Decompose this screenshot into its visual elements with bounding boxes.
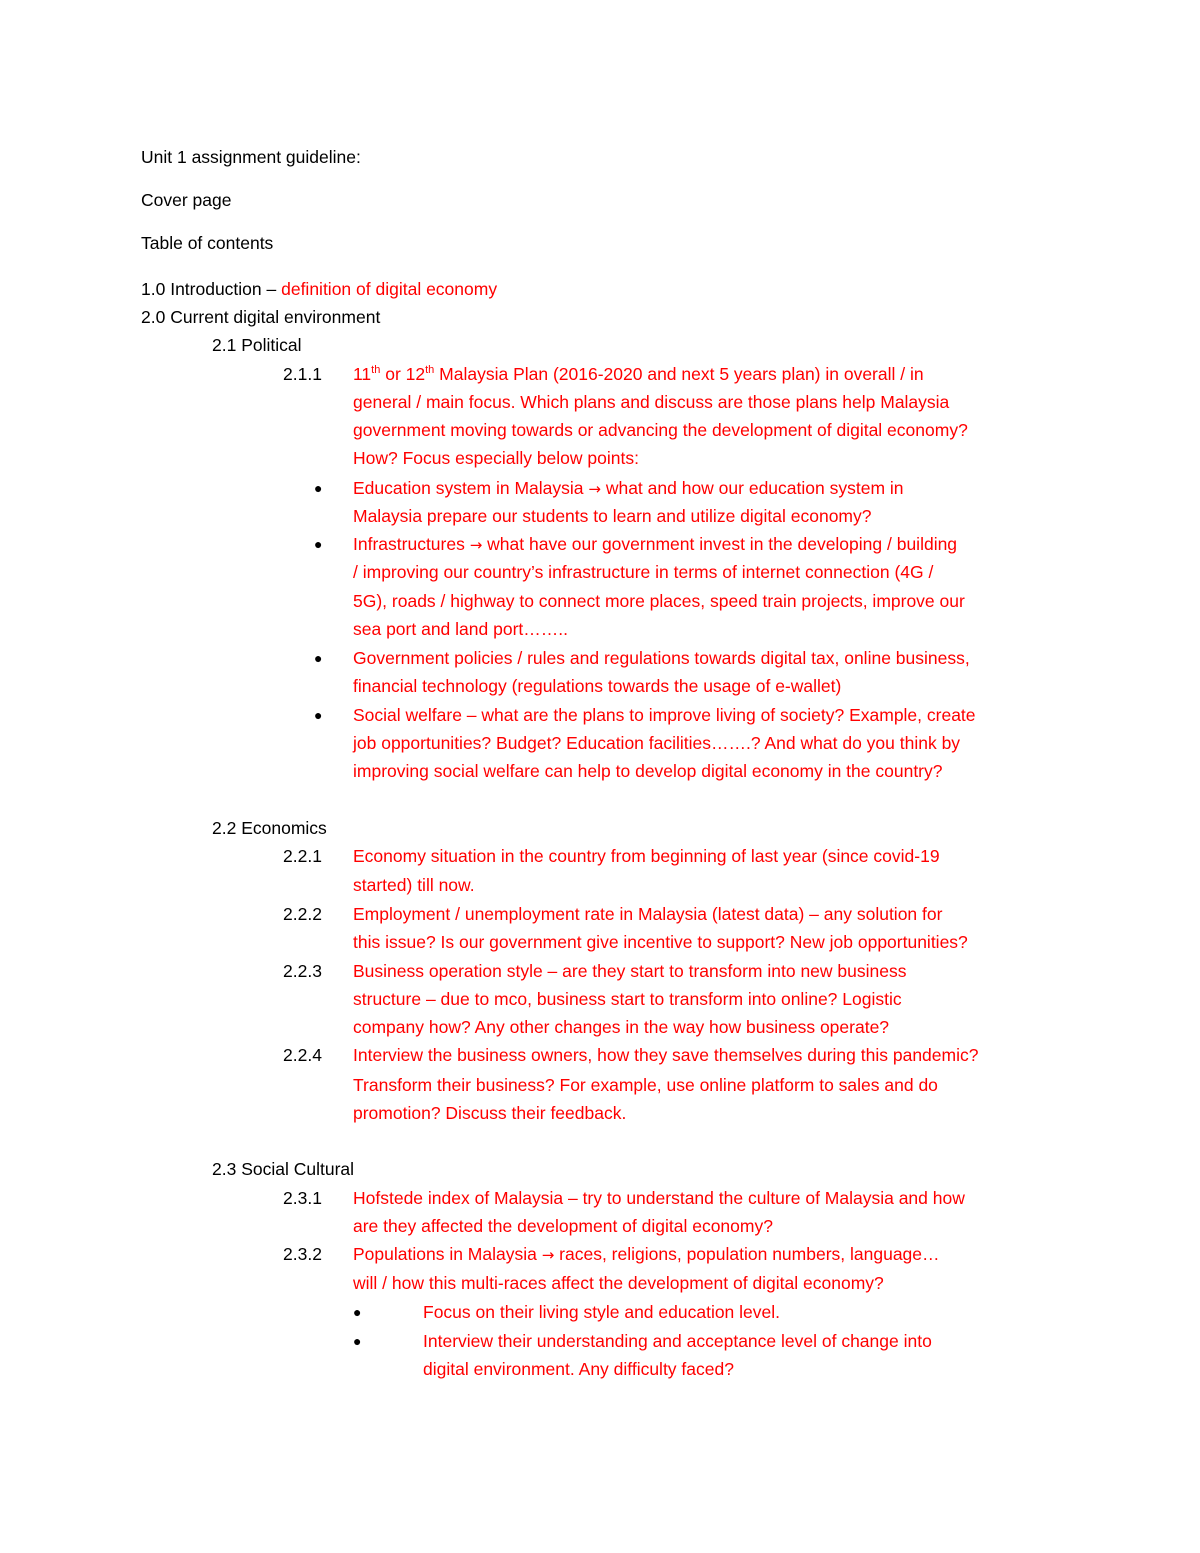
arrow-right-icon: → bbox=[588, 480, 601, 498]
item-number-2-2-1: 2.2.1 bbox=[283, 846, 322, 866]
bullet-government-policies-line-2: financial technology (regulations towards the usage of e-wallet) bbox=[353, 676, 842, 696]
item-2-2-2-line-2: this issue? Is our government give incentive to support? New job opportunities? bbox=[353, 932, 968, 952]
bullet-text: Education system in Malaysia bbox=[353, 478, 589, 498]
item-2-1-1-line-1 bbox=[353, 360, 924, 388]
bullet-social-welfare-line-3: improving social welfare can help to develop digital economy in the country? bbox=[353, 761, 943, 781]
section-number: 1.0 bbox=[141, 279, 166, 299]
item-2-2-3-line-2: structure – due to mco, business start to transform into online? Logistic bbox=[353, 989, 902, 1009]
subsection-social-cultural bbox=[212, 1155, 354, 1183]
subsection-label: Social Cultural bbox=[241, 1159, 355, 1179]
bullet-interview-line-1: Interview their understanding and acceptance level of change into bbox=[423, 1331, 932, 1351]
item-number-2-1-1: 2.1.1 bbox=[283, 364, 322, 384]
subsection-number: 2.1 bbox=[212, 335, 237, 355]
bullet-living-style-line-1: Focus on their living style and education level. bbox=[423, 1302, 781, 1322]
item-number-2-2-2: 2.2.2 bbox=[283, 904, 322, 924]
subsection-number: 2.3 bbox=[212, 1159, 237, 1179]
plan-number-11: 11 bbox=[353, 364, 372, 384]
item-2-3-2-line-1 bbox=[353, 1240, 940, 1269]
bullet-text: what and how our education system in bbox=[600, 478, 904, 498]
bullet-icon: ● bbox=[314, 707, 323, 723]
item-2-3-1-line-1: Hofstede index of Malaysia – try to understand the culture of Malaysia and how bbox=[353, 1188, 965, 1208]
section-introduction bbox=[141, 275, 497, 303]
plan-number-12: or 12 bbox=[380, 364, 426, 384]
arrow-right-icon: → bbox=[469, 536, 483, 554]
item-2-2-1-line-1: Economy situation in the country from beginning of last year (since covid-19 bbox=[353, 846, 940, 866]
item-2-2-2-line-1: Employment / unemployment rate in Malaysia (latest data) – any solution for bbox=[353, 904, 943, 924]
item-2-1-1-line-4: How? Focus especially below points: bbox=[353, 448, 639, 468]
section-current-digital-environment bbox=[141, 303, 380, 331]
bullet-text: what have our government invest in the developing / building bbox=[482, 534, 958, 554]
item-2-1-1-line-3: government moving towards or advancing the development of digital economy? bbox=[353, 420, 968, 440]
bullet-text: Infrastructures bbox=[353, 534, 470, 554]
item-text: races, religions, population numbers, language… bbox=[554, 1244, 940, 1264]
item-number-2-3-1: 2.3.1 bbox=[283, 1188, 322, 1208]
bullet-infrastructures-line-1 bbox=[353, 530, 957, 559]
subsection-political bbox=[212, 331, 302, 359]
ordinal-suffix: th bbox=[371, 364, 381, 377]
subsection-number: 2.2 bbox=[212, 818, 237, 838]
bullet-icon: ● bbox=[353, 1333, 362, 1349]
item-2-2-4-line-2: Transform their business? For example, use online platform to sales and do bbox=[353, 1075, 938, 1095]
item-2-3-1-line-2: are they affected the development of digital economy? bbox=[353, 1216, 773, 1236]
item-number-2-2-4: 2.2.4 bbox=[283, 1045, 322, 1065]
subsection-label: Economics bbox=[241, 818, 327, 838]
bullet-government-policies-line-1: Government policies / rules and regulations towards digital tax, online business, bbox=[353, 648, 970, 668]
bullet-social-welfare-line-1: Social welfare – what are the plans to improve living of society? Example, create bbox=[353, 705, 976, 725]
bullet-social-welfare-line-2: job opportunities? Budget? Education facilities…….? And what do you think by bbox=[353, 733, 961, 753]
cover-page-item: Cover page bbox=[141, 190, 232, 210]
item-2-2-1-line-2: started) till now. bbox=[353, 875, 475, 895]
subsection-economics bbox=[212, 814, 327, 842]
section-label: Introduction – bbox=[170, 279, 282, 299]
item-text: Malaysia Plan (2016-2020 and next 5 years plan) in overall / in bbox=[434, 364, 924, 384]
subsection-label: Political bbox=[241, 335, 302, 355]
item-2-2-4-line-3: promotion? Discuss their feedback. bbox=[353, 1103, 627, 1123]
bullet-icon: ● bbox=[314, 480, 323, 496]
bullet-infrastructures-line-3: 5G), roads / highway to connect more places, speed train projects, improve our bbox=[353, 591, 965, 611]
section-number: 2.0 bbox=[141, 307, 166, 327]
item-text: Populations in Malaysia bbox=[353, 1244, 542, 1264]
table-of-contents-item: Table of contents bbox=[141, 233, 274, 253]
bullet-icon: ● bbox=[314, 650, 323, 666]
bullet-infrastructures-line-2: / improving our country’s infrastructure in terms of internet connection (4G / bbox=[353, 562, 934, 582]
item-number-2-3-2: 2.3.2 bbox=[283, 1244, 322, 1264]
bullet-icon: ● bbox=[314, 536, 323, 552]
bullet-education-line-2: Malaysia prepare our students to learn and utilize digital economy? bbox=[353, 506, 872, 526]
item-2-2-4-line-1: Interview the business owners, how they save themselves during this pandemic? bbox=[353, 1045, 979, 1065]
item-number-2-2-3: 2.2.3 bbox=[283, 961, 322, 981]
bullet-education-line-1 bbox=[353, 474, 904, 503]
ordinal-suffix: th bbox=[425, 364, 435, 377]
bullet-interview-line-2: digital environment. Any difficulty faced? bbox=[423, 1359, 734, 1379]
item-2-1-1-line-2: general / main focus. Which plans and discuss are those plans help Malaysia bbox=[353, 392, 950, 412]
arrow-right-icon: → bbox=[541, 1246, 555, 1264]
bullet-icon: ● bbox=[353, 1304, 362, 1320]
item-2-2-3-line-3: company how? Any other changes in the way how business operate? bbox=[353, 1017, 890, 1037]
item-2-3-2-line-2: will / how this multi-races affect the development of digital economy? bbox=[353, 1273, 884, 1293]
item-2-2-3-line-1: Business operation style – are they start to transform into new business bbox=[353, 961, 907, 981]
bullet-infrastructures-line-4: sea port and land port…….. bbox=[353, 619, 568, 639]
section-note: definition of digital economy bbox=[281, 279, 498, 299]
section-label: Current digital environment bbox=[170, 307, 381, 327]
document-title: Unit 1 assignment guideline: bbox=[141, 147, 361, 167]
